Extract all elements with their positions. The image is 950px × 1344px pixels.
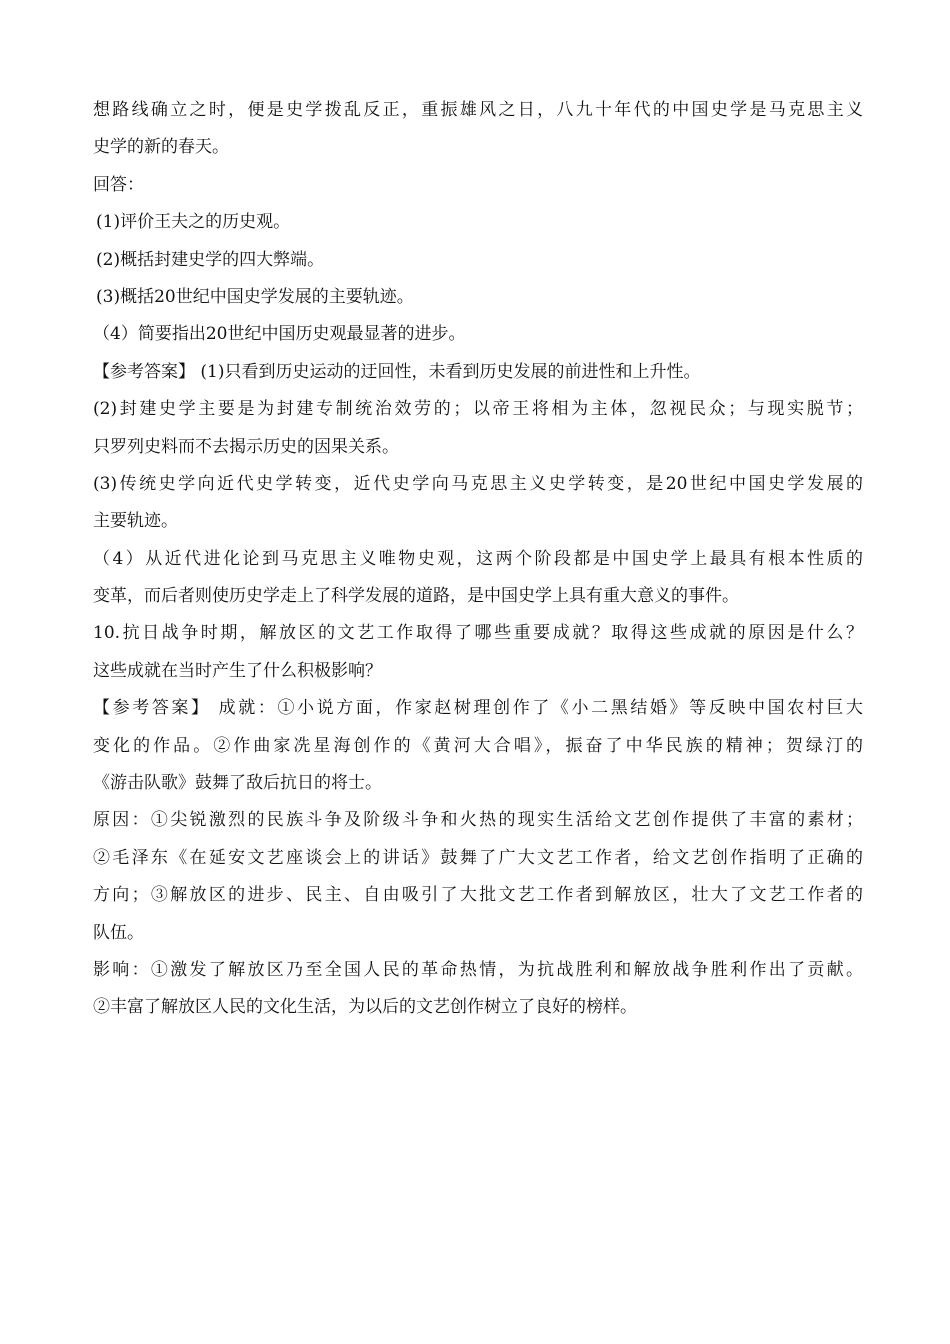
answer-line: 变革，而后者则使历史学走上了科学发展的道路，是中国史学上具有重大意义的事件。 [93,586,739,607]
answer-line: 原因：①尖锐激烈的民族斗争及阶级斗争和火热的现实生活给文艺创作提供了丰富的素材； [93,810,863,831]
question-10: 这些成就在当时产生了什么积极影响？ [93,660,382,681]
answer-line: （4）从近代进化论到马克思主义唯物史观，这两个阶段都是中国史学上最具有根本性质的 [93,548,863,569]
answer-line: (2)封建史学主要是为封建专制统治效劳的；以帝王将相为主体，忽视民众；与现实脱节； [93,399,863,420]
question-item: (2)概括封建史学的四大弊端。 [96,249,325,270]
text-line: 想路线确立之时，便是史学拨乱反正，重振雄风之日，八九十年代的中国史学是马克思主义 [93,100,863,120]
answer-line: 主要轨迹。 [93,511,178,532]
answer-line: ②毛泽东《在延安文艺座谈会上的讲话》鼓舞了广大文艺工作者，给文艺创作指明了正确的 [93,847,863,868]
reference-answer-line: 【参考答案】 (1)只看到历史运动的迂回性，未看到历史发展的前进性和上升性。 [93,361,701,382]
document-body [93,92,863,1027]
answer-line: 影响：①激发了解放区乃至全国人民的革命热情，为抗战胜利和解放战争胜利作出了贡献。 [93,959,863,980]
answer-line: 方向；③解放区的进步、民主、自由吸引了大批文艺工作者到解放区，壮大了文艺工作者的 [93,885,863,906]
answer-line: 《游击队歌》鼓舞了敌后抗日的将士。 [93,773,382,794]
question-item: (3)概括20世纪中国史学发展的主要轨迹。 [96,286,414,307]
answer-line: 变化的作品。②作曲家冼星海创作的《黄河大合唱》，振奋了中华民族的精神；贺绿汀的 [93,735,863,756]
question-item: (1)评价王夫之的历史观。 [96,212,291,233]
answer-line: (3)传统史学向近代史学转变，近代史学向马克思主义史学转变，是20世纪中国史学发展的 [93,473,863,494]
answer-line: 队伍。 [93,922,144,943]
reference-answer-line: 【参考答案】 成就：①小说方面，作家赵树理创作了《小二黑结婚》等反映中国农村巨大 [93,698,863,719]
answer-line: ②丰富了解放区人民的文化生活，为以后的文艺创作树立了良好的榜样。 [93,997,637,1018]
question-10: 10.抗日战争时期，解放区的文艺工作取得了哪些重要成就？取得这些成就的原因是什么？ [93,623,863,644]
answer-line: 只罗列史料而不去揭示历史的因果关系。 [93,436,399,457]
question-item: （4）简要指出20世纪中国历史观最显著的进步。 [93,324,466,345]
answer-prompt: 回答： [93,174,144,195]
text-line: 史学的新的春天。 [93,137,229,158]
